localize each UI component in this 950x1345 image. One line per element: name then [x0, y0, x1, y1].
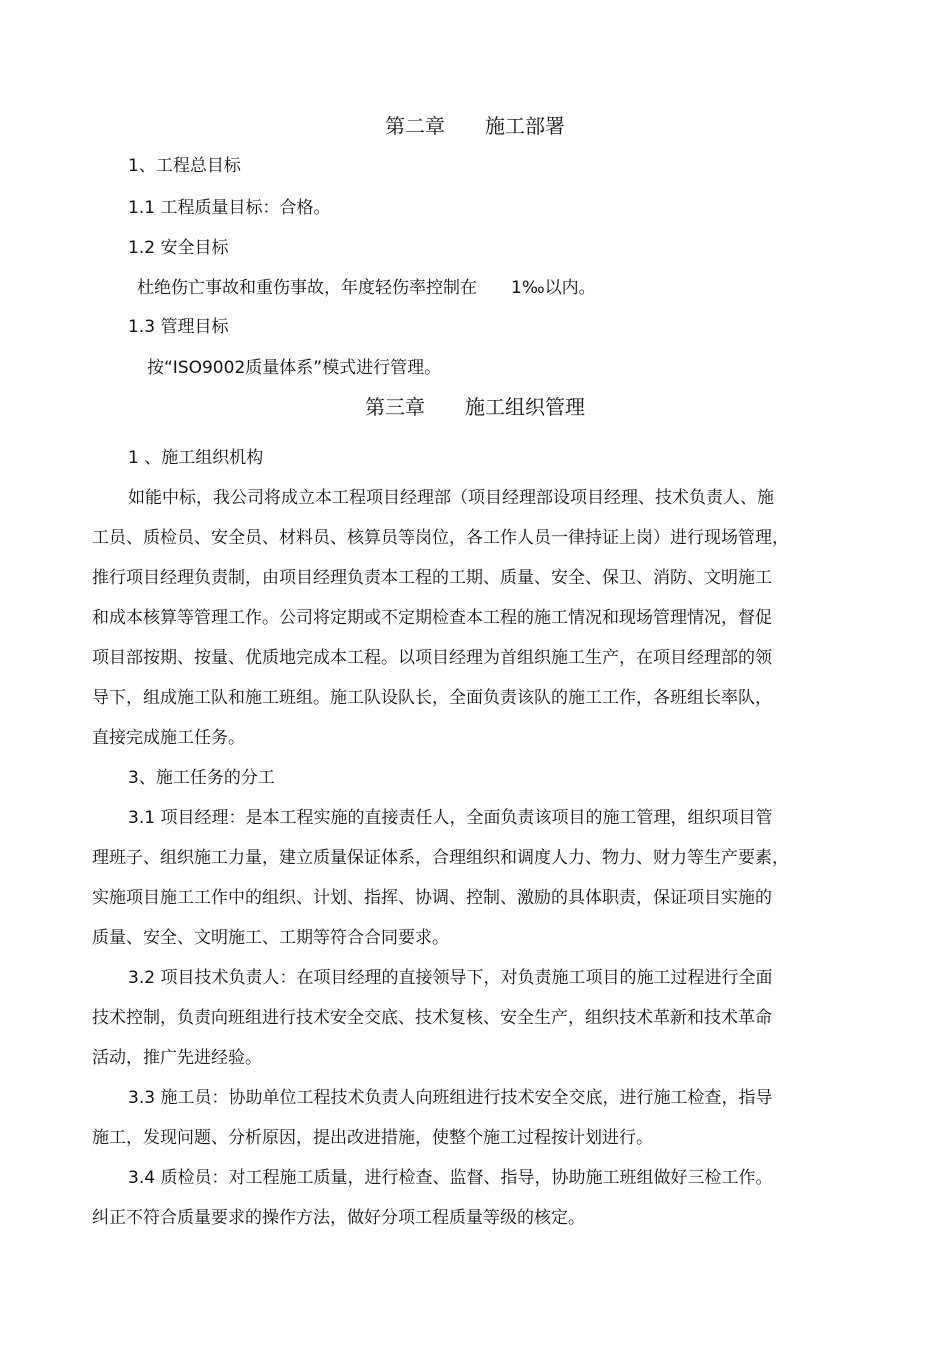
section-1-3-text: 按“ISO9002质量体系”模式进行管理。	[147, 358, 442, 378]
chapter-2-heading	[0, 112, 950, 140]
paragraph-line: 推行项目经理负责制，由项目经理负责本工程的工期、质量、安全、保卫、消防、文明施工	[92, 568, 772, 588]
paragraph-line: 纠正不符合质量要求的操作方法，做好分项工程质量等级的核定。	[92, 1208, 585, 1228]
paragraph-line: 直接完成施工任务。	[92, 728, 245, 748]
chapter-3-number: 第三章	[365, 395, 425, 419]
paragraph-line: 理班子、组织施工力量，建立质量保证体系，合理组织和调度人力、物力、财力等生产要素，	[92, 848, 789, 868]
paragraph-line: 施工，发现问题、分析原因，提出改进措施，使整个施工过程按计划进行。	[92, 1128, 653, 1148]
paragraph-line: 3.1 项目经理：是本工程实施的直接责任人，全面负责该项目的施工管理，组织项目管	[128, 808, 773, 828]
chapter-3-title: 施工组织管理	[465, 395, 585, 419]
paragraph-line: 和成本核算等管理工作。公司将定期或不定期检查本工程的施工情况和现场管理情况，督促	[92, 608, 772, 628]
paragraph-line: 实施项目施工工作中的组织、计划、指挥、协调、控制、激励的具体职责，保证项目实施的	[92, 888, 772, 908]
paragraph-line: 项目部按期、按量、优质地完成本工程。以项目经理为首组织施工生产，在项目经理部的领	[92, 648, 772, 668]
paragraph-line: 工员、质检员、安全员、材料员、核算员等岗位，各工作人员一律持证上岗）进行现场管理，	[92, 528, 789, 548]
paragraph-line: 导下，组成施工队和施工班组。施工队设队长，全面负责该队的施工工作，各班组长率队，	[92, 688, 772, 708]
paragraph-line: 3.3 施工员：协助单位工程技术负责人向班组进行技术安全交底，进行施工检查，指导	[128, 1088, 773, 1108]
section-1-1: 1.1 工程质量目标：合格。	[128, 198, 331, 218]
chapter-3-heading	[0, 393, 950, 421]
paragraph-line: 质量、安全、文明施工、工期等符合合同要求。	[92, 928, 449, 948]
section-1-2-text-a: 杜绝伤亡事故和重伤事故，年度轻伤率控制在	[137, 278, 477, 298]
paragraph-line: 活动，推广先进经验。	[92, 1048, 262, 1068]
section-1-3: 1.3 管理目标	[128, 317, 229, 337]
chapter-3-section-3: 3、施工任务的分工	[128, 768, 275, 788]
section-1-2: 1.2 安全目标	[128, 238, 229, 258]
chapter-2-number: 第二章	[385, 114, 445, 138]
section-1-heading: 1、工程总目标	[128, 156, 241, 176]
paragraph-line: 技术控制，负责向班组进行技术安全交底、技术复核、安全生产，组织技术革新和技术革命	[92, 1008, 772, 1028]
paragraph-line: 3.2 项目技术负责人：在项目经理的直接领导下，对负责施工项目的施工过程进行全面	[128, 968, 773, 988]
section-1-2-text-b: 1‰以内。	[511, 278, 596, 298]
paragraph-line: 如能中标，我公司将成立本工程项目经理部（项目经理部设项目经理、技术负责人、施	[128, 488, 774, 508]
section-1-2-text	[137, 276, 596, 300]
chapter-2-title: 施工部署	[485, 114, 565, 138]
chapter-3-section-1: 1 、施工组织机构	[128, 448, 264, 468]
paragraph-line: 3.4 质检员：对工程施工质量，进行检查、监督、指导，协助施工班组做好三检工作。	[128, 1168, 773, 1188]
